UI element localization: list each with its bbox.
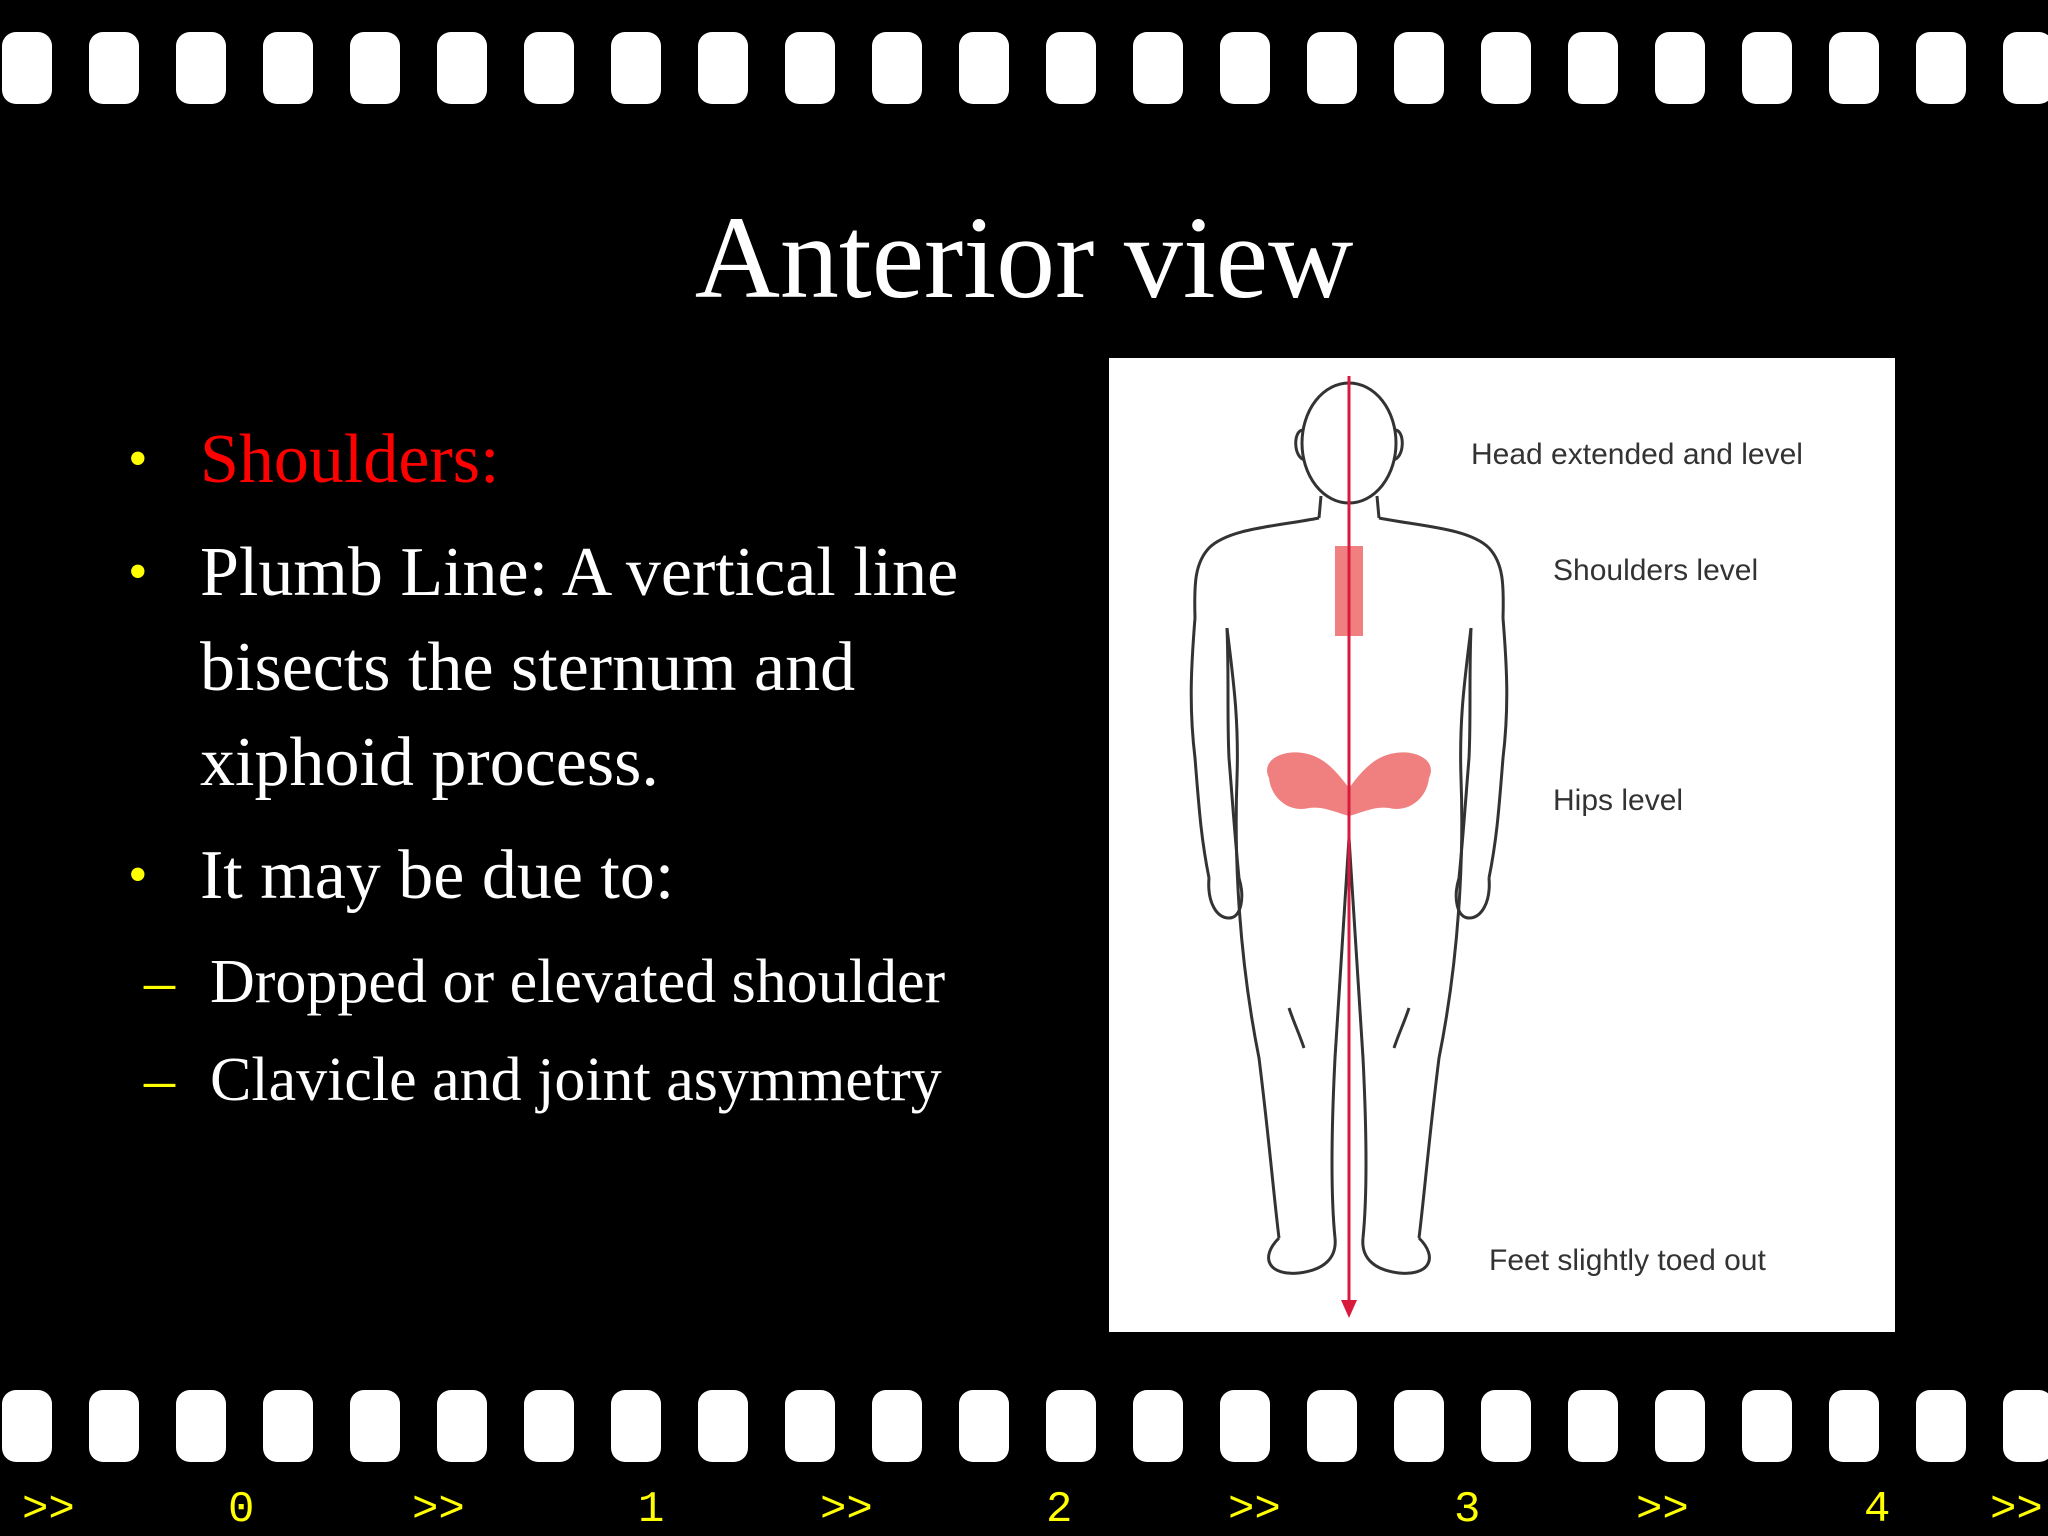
nav-next-marker[interactable]: >> bbox=[412, 1485, 465, 1535]
film-hole bbox=[2003, 32, 2048, 104]
sub-bullet-text: Clavicle and joint asymmetry bbox=[210, 1046, 942, 1114]
posture-figure bbox=[1109, 358, 1895, 1332]
film-hole bbox=[1046, 1390, 1096, 1462]
nav-page-number[interactable]: 2 bbox=[1046, 1485, 1073, 1535]
sub-bullet-item-clavicle bbox=[40, 1039, 1020, 1121]
body-outline-diagram bbox=[1109, 358, 1895, 1332]
nav-page-number[interactable]: 4 bbox=[1864, 1485, 1891, 1535]
film-hole bbox=[1046, 32, 1096, 104]
film-hole bbox=[1742, 1390, 1792, 1462]
film-hole bbox=[1916, 1390, 1966, 1462]
film-hole bbox=[1742, 32, 1792, 104]
film-hole bbox=[698, 32, 748, 104]
bullet-marker: • bbox=[128, 844, 148, 906]
bullet-text: Plumb Line: A vertical line bisects the sternum and xiphoid process. bbox=[200, 534, 959, 801]
nav-next-marker[interactable]: >> bbox=[1990, 1485, 2043, 1535]
film-hole bbox=[959, 1390, 1009, 1462]
bullet-text: Shoulders: bbox=[200, 421, 500, 498]
film-hole bbox=[959, 32, 1009, 104]
film-hole bbox=[1481, 1390, 1531, 1462]
label-shoulders: Shoulders level bbox=[1553, 554, 1759, 587]
film-hole bbox=[1481, 32, 1531, 104]
film-hole bbox=[1307, 1390, 1357, 1462]
film-hole bbox=[1916, 32, 1966, 104]
label-head: Head extended and level bbox=[1471, 438, 1803, 471]
film-strip-top bbox=[0, 32, 2048, 104]
film-hole bbox=[350, 32, 400, 104]
film-hole bbox=[1655, 1390, 1705, 1462]
film-hole bbox=[785, 32, 835, 104]
nav-next-marker[interactable]: >> bbox=[22, 1485, 75, 1535]
bullet-item-plumb-line bbox=[120, 525, 1020, 810]
film-hole bbox=[2, 32, 52, 104]
plumb-line-arrow-icon bbox=[1341, 1300, 1357, 1318]
film-hole bbox=[2003, 1390, 2048, 1462]
bullet-text: It may be due to: bbox=[200, 837, 675, 914]
nav-next-marker[interactable]: >> bbox=[1636, 1485, 1689, 1535]
film-hole bbox=[1394, 32, 1444, 104]
film-hole bbox=[785, 1390, 835, 1462]
film-hole bbox=[1307, 32, 1357, 104]
film-hole bbox=[1133, 32, 1183, 104]
film-strip-bottom bbox=[0, 1390, 2048, 1462]
sub-bullet-marker: – bbox=[144, 1046, 175, 1114]
film-hole bbox=[872, 1390, 922, 1462]
label-feet: Feet slightly toed out bbox=[1489, 1244, 1766, 1277]
film-hole bbox=[263, 1390, 313, 1462]
film-hole bbox=[89, 1390, 139, 1462]
film-hole bbox=[350, 1390, 400, 1462]
sub-bullet-item-dropped-shoulder bbox=[40, 941, 1020, 1023]
film-hole bbox=[1829, 1390, 1879, 1462]
film-hole bbox=[1568, 1390, 1618, 1462]
film-hole bbox=[698, 1390, 748, 1462]
label-hips: Hips level bbox=[1553, 784, 1684, 817]
bullet-list bbox=[120, 412, 1020, 1137]
film-hole bbox=[263, 32, 313, 104]
film-hole bbox=[176, 1390, 226, 1462]
film-hole bbox=[437, 32, 487, 104]
film-hole bbox=[1829, 32, 1879, 104]
bullet-item-shoulders bbox=[120, 412, 1020, 507]
nav-page-number[interactable]: 1 bbox=[638, 1485, 665, 1535]
bullet-marker: • bbox=[128, 541, 148, 603]
bullet-marker: • bbox=[128, 428, 148, 490]
sub-bullet-marker: – bbox=[144, 948, 175, 1016]
slide-title: Anterior view bbox=[694, 192, 1354, 323]
film-hole bbox=[1568, 32, 1618, 104]
film-hole bbox=[524, 32, 574, 104]
film-hole bbox=[89, 32, 139, 104]
nav-next-marker[interactable]: >> bbox=[820, 1485, 873, 1535]
nav-next-marker[interactable]: >> bbox=[1228, 1485, 1281, 1535]
sub-bullet-text: Dropped or elevated shoulder bbox=[210, 948, 946, 1016]
film-hole bbox=[1220, 1390, 1270, 1462]
bullet-item-cause bbox=[120, 828, 1020, 923]
nav-page-number[interactable]: 0 bbox=[228, 1485, 255, 1535]
film-hole bbox=[1133, 1390, 1183, 1462]
nav-page-number[interactable]: 3 bbox=[1454, 1485, 1481, 1535]
film-hole bbox=[1394, 1390, 1444, 1462]
film-hole bbox=[1220, 32, 1270, 104]
film-hole bbox=[176, 32, 226, 104]
film-hole bbox=[872, 32, 922, 104]
film-hole bbox=[524, 1390, 574, 1462]
film-hole bbox=[1655, 32, 1705, 104]
film-hole bbox=[437, 1390, 487, 1462]
film-hole bbox=[2, 1390, 52, 1462]
film-hole bbox=[611, 32, 661, 104]
film-hole bbox=[611, 1390, 661, 1462]
